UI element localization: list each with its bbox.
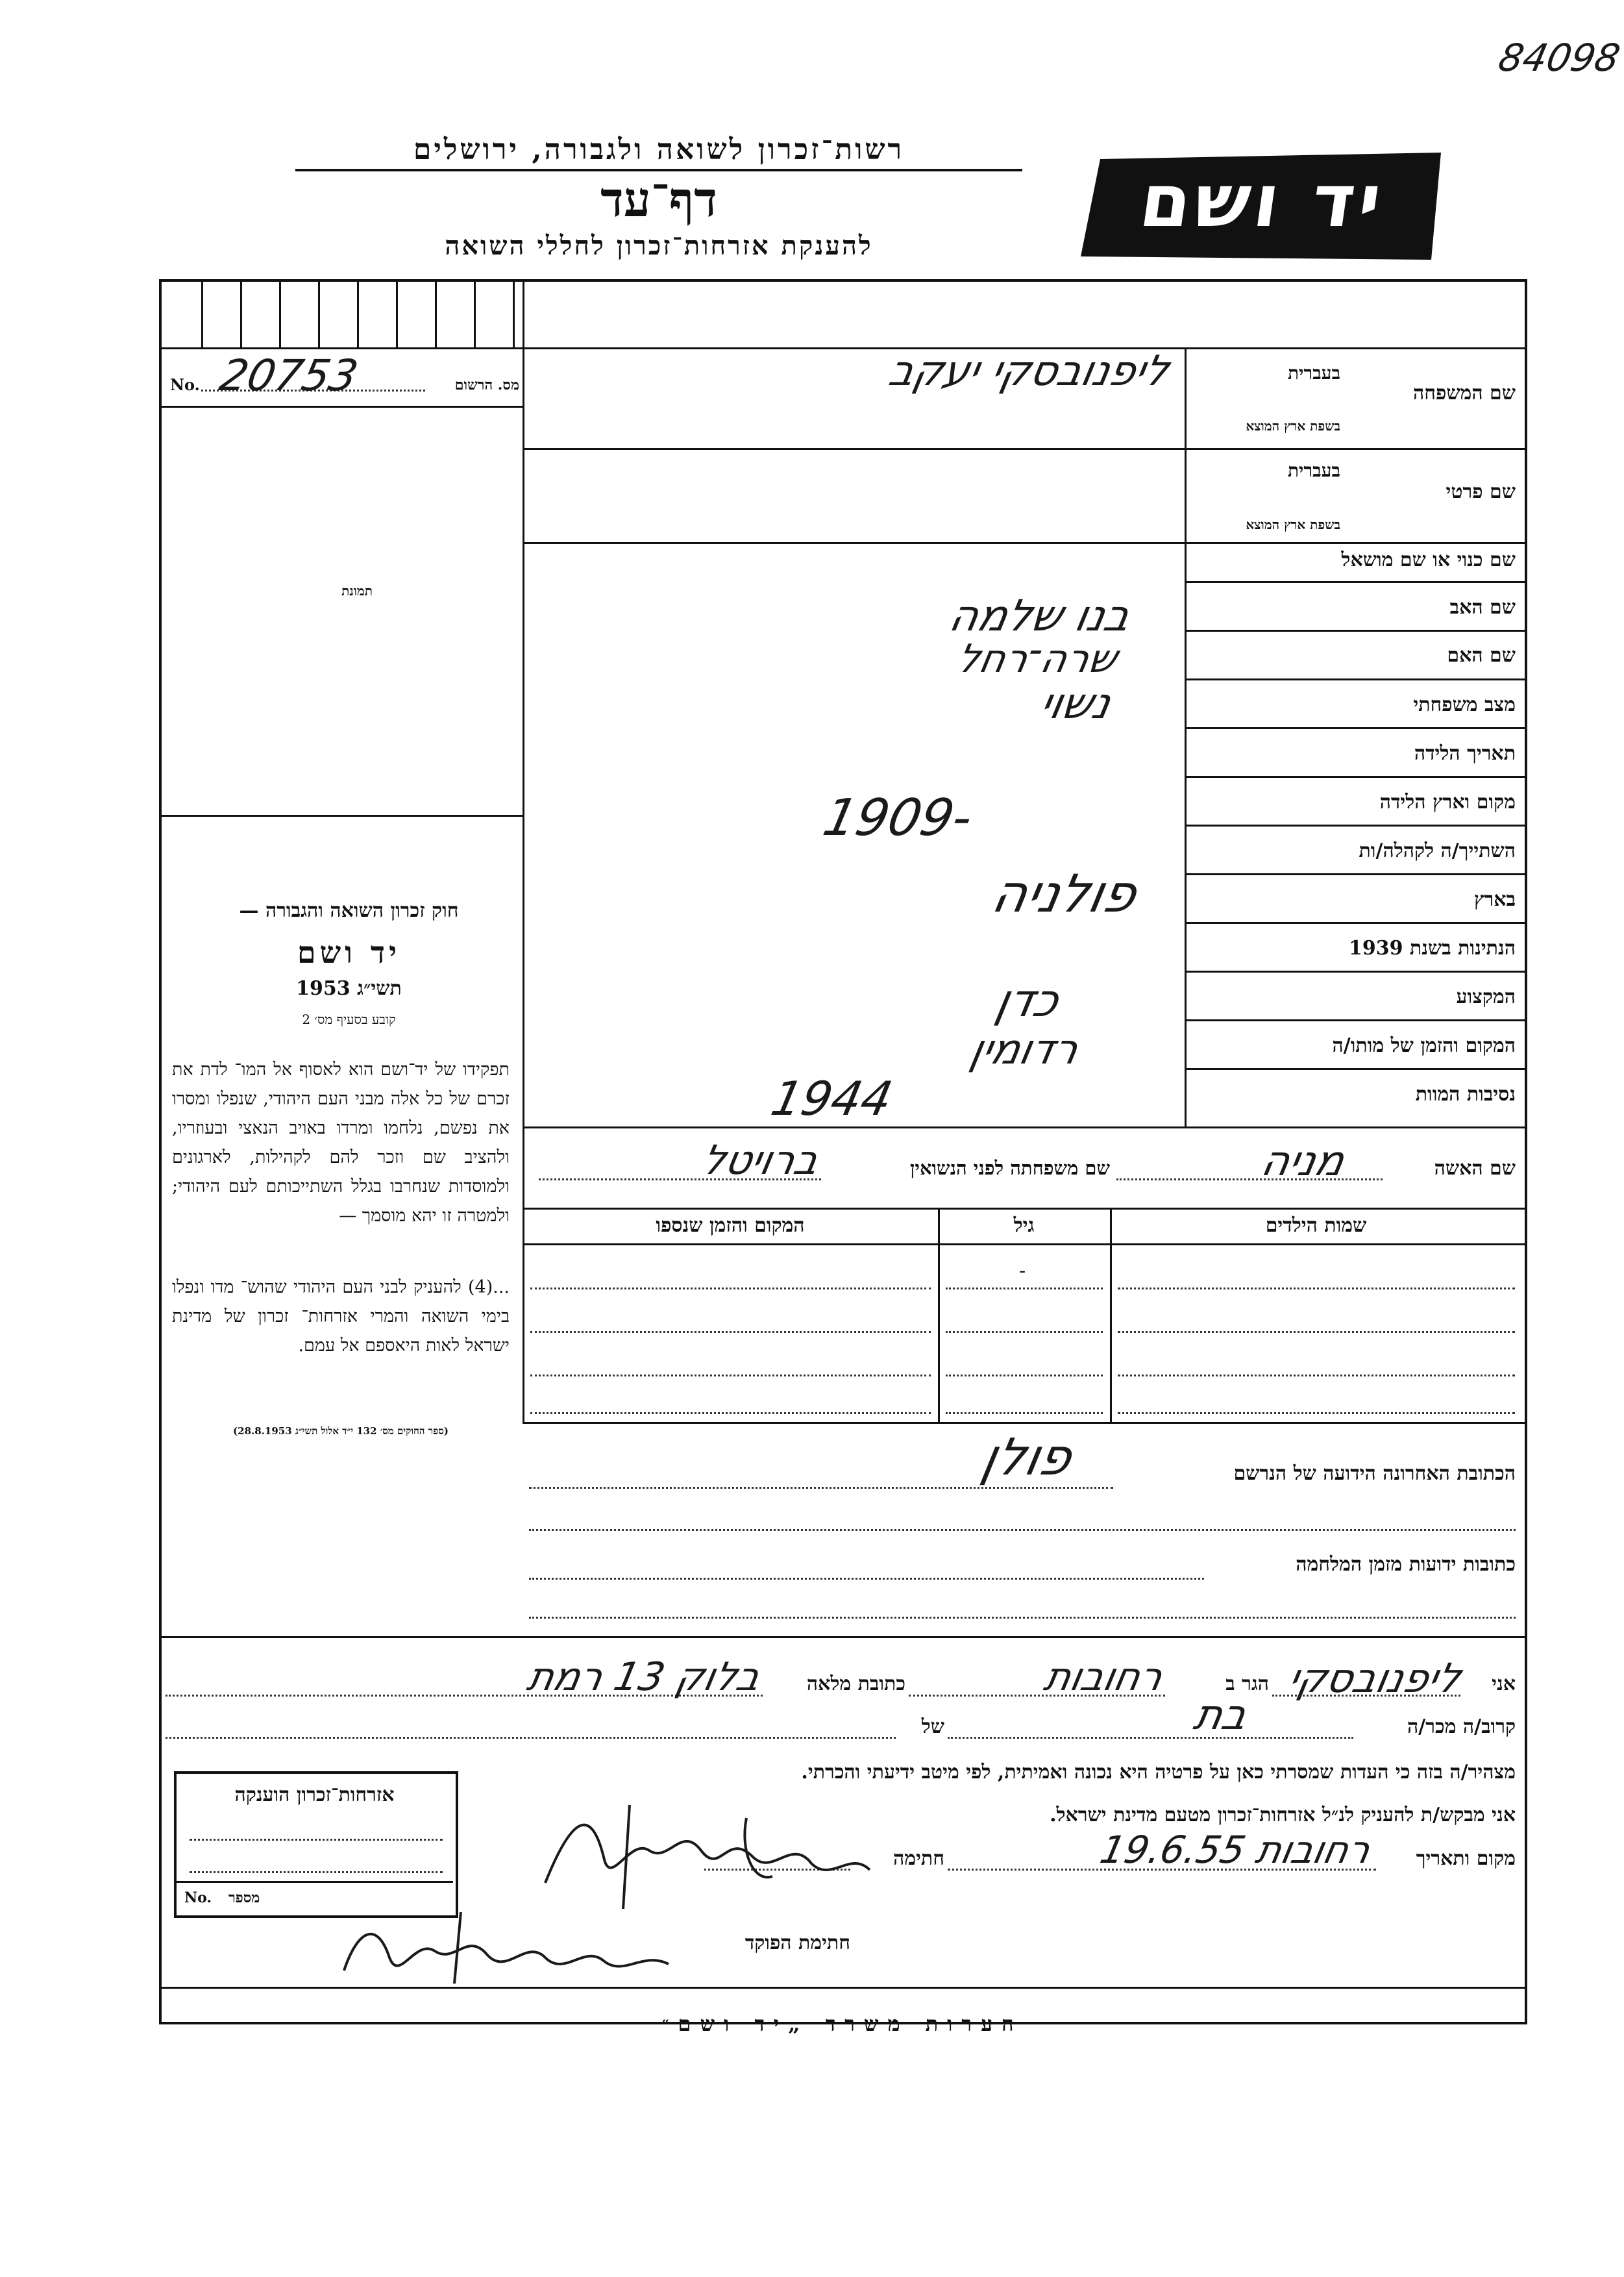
- officer-signature-label: חתימת הפוקד: [744, 1932, 850, 1954]
- profession-label: המקצוע: [1456, 986, 1516, 1008]
- first-name-hebrew-label: בעברית: [1287, 460, 1340, 481]
- death-year-value: 1944: [767, 1071, 898, 1126]
- birth-date-value: 1909-: [818, 789, 978, 847]
- first-name-label: שם פרטי: [1446, 480, 1516, 503]
- registration-number: 20753: [215, 351, 363, 401]
- marital-status-label: מצב משפחתי: [1413, 693, 1516, 716]
- death-place-label: המקום והזמן של מותו/ה: [1332, 1034, 1516, 1057]
- logo-text: יד ושם: [1135, 159, 1390, 243]
- full-address-label: כתובת מלאה: [806, 1673, 905, 1695]
- citizenship-1939-label: הנתינות בשנת 1939: [1348, 937, 1516, 960]
- wife-name-label: שם האשה: [1434, 1157, 1516, 1180]
- of-label: של: [921, 1715, 944, 1738]
- wife-maiden-value: ברויטל: [698, 1136, 823, 1184]
- father-name-label: שם האב: [1449, 596, 1516, 619]
- profession-value: כדן: [990, 974, 1064, 1027]
- declarant-city: רחובות: [1040, 1654, 1167, 1700]
- place-date-label: מקום ותאריך: [1416, 1847, 1516, 1870]
- photo-label: תמונת: [341, 583, 373, 599]
- registration-no-label: No.: [170, 375, 200, 394]
- relation-value: בת: [1190, 1691, 1251, 1739]
- declarant-address: בלוק 13 רמת: [523, 1654, 765, 1700]
- form-title: דף־עד: [600, 172, 717, 228]
- birth-date-label: תאריך הלידה: [1414, 742, 1516, 765]
- wartime-addresses-label: כתובות ידועות מזמן המלחמה: [1296, 1553, 1516, 1576]
- family-name-label: שם המשפחה: [1412, 382, 1516, 404]
- table-row: [1118, 1331, 1515, 1333]
- first-name-foreign-label: בשפת ארץ המוצא: [1246, 517, 1340, 532]
- community-value: פולניה: [987, 864, 1142, 924]
- children-age-cell: -: [1019, 1260, 1026, 1282]
- family-name-hebrew-label: בעברית: [1287, 362, 1340, 384]
- law-clause: קובע בסעיף מס׳ 2: [302, 1012, 396, 1027]
- wife-maiden-label: שם משפחתה לפני הנשואין: [910, 1157, 1110, 1179]
- last-address-value: פולן: [976, 1428, 1077, 1487]
- declarant-name: ליפנובסקי: [1284, 1654, 1466, 1702]
- marital-status-value: נשוי: [1035, 678, 1116, 728]
- law-source: (ספר החוקים מס׳ 132 י״ד אלול תשי״ג 28.8.1953): [233, 1425, 449, 1437]
- resides-label: הגר ב: [1225, 1673, 1269, 1695]
- law-paragraph-2: ...(4) להעניק לבני העם היהודי שהוש־ מדו ונפלו בימי השואה והמרי אזרחות־ זכרון של מדינת ישראל לאות היאספם אל עמם.: [172, 1277, 510, 1356]
- nickname-label: שם כנוי או שם מושאל: [1341, 549, 1516, 571]
- table-row: [1118, 1375, 1515, 1376]
- table-row: [1118, 1288, 1515, 1289]
- law-name: יד ושם: [297, 935, 401, 970]
- relation-label: קרוב/ה מכר/ה: [1407, 1715, 1516, 1738]
- children-death-header: המקום והזמן שנספו: [656, 1214, 805, 1237]
- mother-name-label: שם האם: [1447, 644, 1516, 667]
- citizenship-granted-box: [174, 1771, 458, 1918]
- law-year: תשי״ג 1953: [296, 977, 402, 1000]
- death-place-value: רדומין: [966, 1026, 1083, 1074]
- last-address-label: הכתובת האחרונה הידועה של הנרשם: [1233, 1462, 1516, 1485]
- family-name-value: ליפנובסקי יעקב: [885, 347, 1174, 395]
- law-paragraph-1: תפקידו של יד־ושם הוא לאסוף אל המו־ לדת את זכרם של כל אלה מבני העם היהודי, שנפלו ומסרו את נפשם, נלחמו ומרדו באויב הנאצי ובעוזריו, ולהציב שם וזכר להם לקהילות, לארגונים ולמוסדות שנחרבו בגלל השתייכותם לעם היהודי; ולמטרה זו יהא מוסמך —: [172, 1060, 510, 1226]
- declaration-text: מצהיר/ה בזה כי העדות שמסרתי כאן על פרטיה היא נכונה ואמיתית, לפי מיטב ידיעתי והכרתי.: [801, 1761, 1516, 1784]
- father-name-value: בנו שלמה: [945, 591, 1135, 641]
- yad-vashem-logo: [1081, 153, 1444, 263]
- citizenship-granted-title: אזרחות־זכרון הוענקה: [234, 1784, 395, 1806]
- children-names-header: שמות הילדים: [1265, 1214, 1367, 1237]
- request-text: אני מבקש/ת להעניק לנ״ל אזרחות־זכרון מטעם מדינת ישראל.: [1050, 1804, 1516, 1826]
- granted-number-label: מספר: [228, 1889, 260, 1906]
- registration-label: מס. הרשום: [454, 377, 519, 393]
- community-label: השתייך/ה לקהלה/ות: [1359, 840, 1516, 862]
- mother-name-value: שרה־רחל: [953, 636, 1122, 682]
- office-notes-label: הערות משרד „יד ושם״: [661, 2011, 1023, 2036]
- granted-no-label: No.: [184, 1889, 212, 1906]
- family-name-foreign-label: בשפת ארץ המוצא: [1246, 418, 1340, 434]
- form-subtitle: להענקת אזרחות־זכרון לחללי השואה: [445, 230, 873, 261]
- declarant-i-label: אני: [1492, 1673, 1516, 1695]
- authority-name: רשות־זכרון לשואה ולגבורה, ירושלים: [295, 133, 1022, 171]
- table-row: [1118, 1412, 1515, 1414]
- children-age-header: גיל: [1013, 1214, 1035, 1237]
- law-heading: חוק זכרון השואה והגבורה —: [239, 899, 459, 922]
- archive-number: 84098: [1494, 36, 1624, 80]
- country-label: בארץ: [1473, 888, 1516, 911]
- signature-label: חתימה: [893, 1847, 944, 1870]
- place-date-value: רחובות 19.6.55: [1096, 1828, 1375, 1872]
- wife-name-value: מניה: [1257, 1138, 1349, 1186]
- birth-place-label: מקום וארץ הלידה: [1379, 791, 1516, 814]
- death-circumstances-label: נסיבות המוות: [1415, 1083, 1516, 1106]
